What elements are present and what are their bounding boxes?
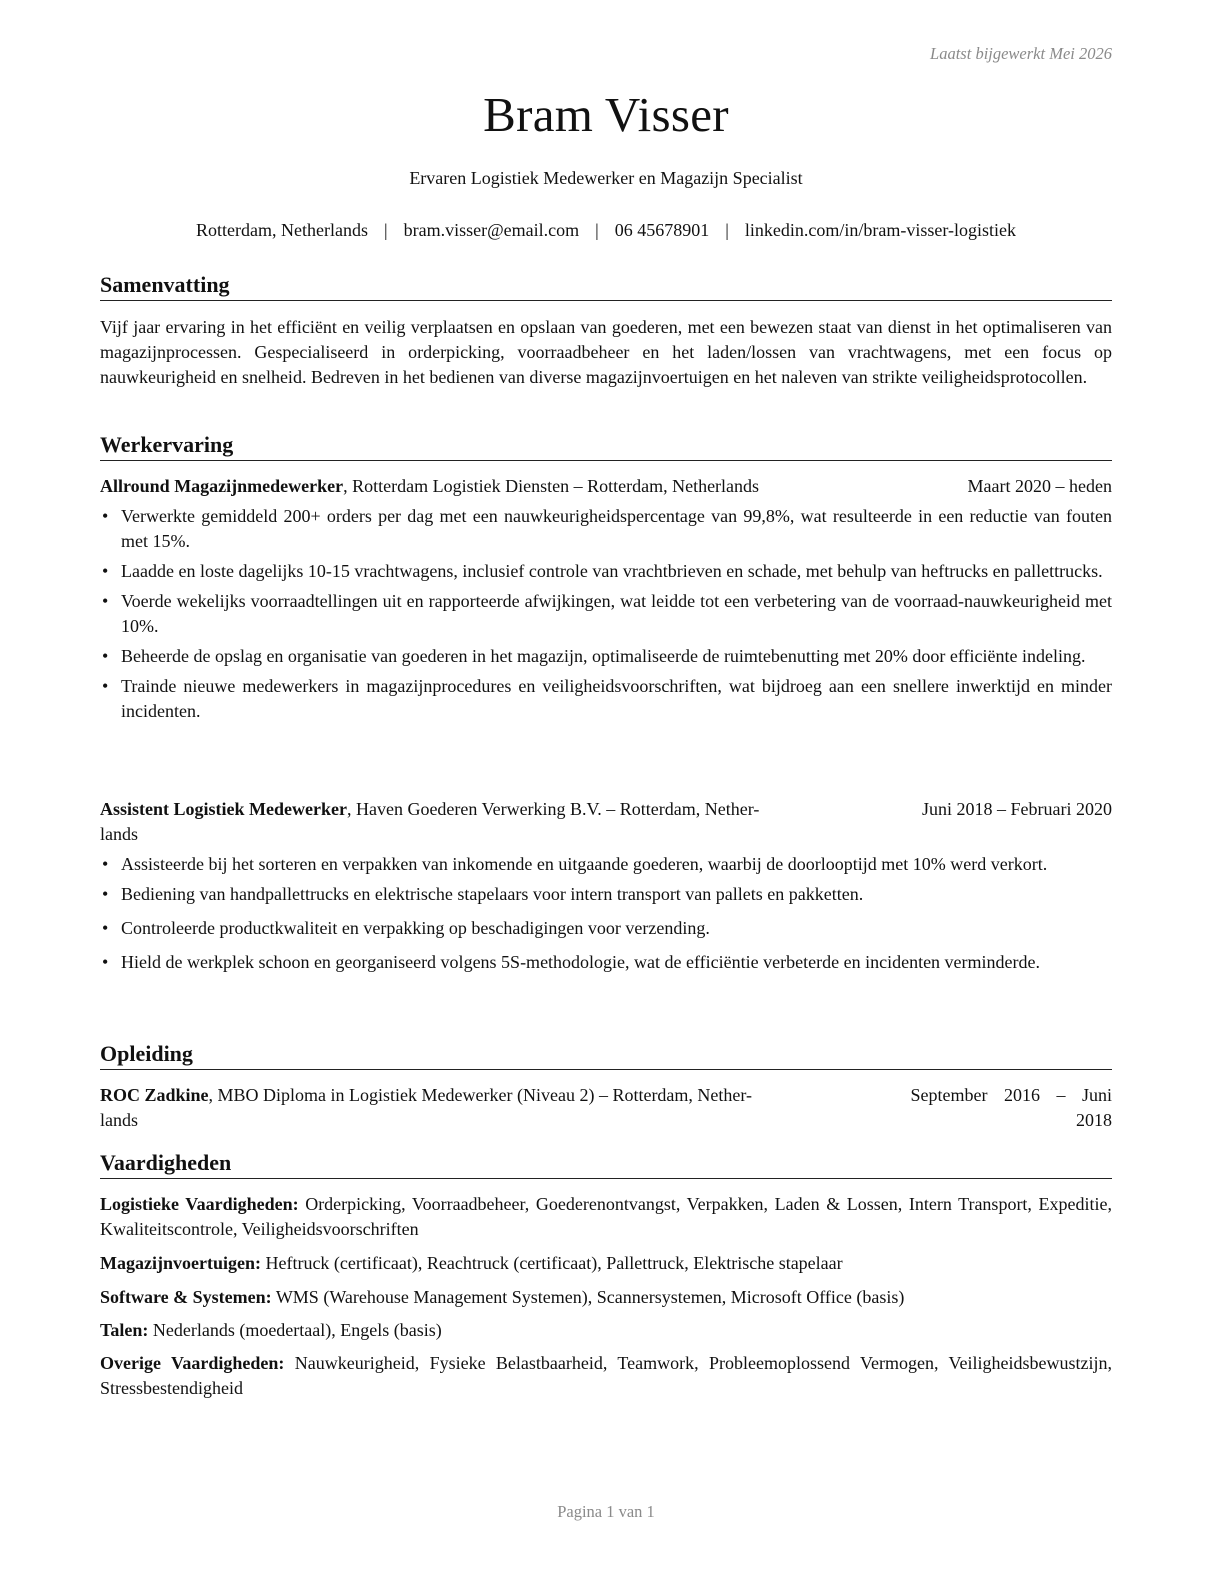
list-item: • Laadde en loste dagelijks 10-15 vrachtwagens, inclusief controle van vrachtbrieven en schade, met behulp van heftrucks en pallettrucks. bbox=[100, 559, 1112, 584]
skill-value: Nauwkeurigheid, Fysieke Belastbaarheid, Teamwork, Probleemoplossend Vermogen, Veiligheidsbewustzijn, Stressbestendigheid bbox=[100, 1353, 1113, 1398]
job-title-line bbox=[100, 797, 759, 822]
job-title-line bbox=[100, 474, 759, 499]
contact-phone: 06 45678901 bbox=[614, 220, 710, 240]
skill-label: Software & Systemen: bbox=[100, 1287, 272, 1307]
job-dates: Maart 2020 – heden bbox=[967, 476, 1112, 496]
contact-line bbox=[100, 220, 1112, 241]
skill-row bbox=[100, 1351, 1112, 1401]
list-item: • Bediening van handpallettrucks en elektrische stapelaars voor intern transport van pallets en pakketten. bbox=[100, 882, 1112, 907]
skill-label: Logistieke Vaardigheden: bbox=[100, 1194, 299, 1214]
job-role: Assistent Logistiek Medewerker bbox=[100, 799, 347, 819]
school-name: ROC Zadkine bbox=[100, 1085, 209, 1105]
summary-text: Vijf jaar ervaring in het efficiënt en veilig verplaatsen en opslaan van goederen, met een bewezen staat van dienst in het optimaliseren van magazijnprocessen. Gespecialiseerd in orderpicking, voorraadbeheer en het laden/lossen van vrachtwagens, met een focus op nauwkeurigheid en snelheid. Bedreven in het bedienen van diverse magazijnvoertuigen en het naleven van strikte veiligheidsprotocollen. bbox=[100, 317, 1112, 387]
job-company: , Haven Goederen Verwerking B.V. – Rotterdam, Nether- bbox=[346, 799, 760, 819]
contact-email[interactable]: bram.visser@email.com bbox=[403, 220, 580, 240]
section-title-skills: Vaardigheden bbox=[100, 1149, 1112, 1179]
job-role: Allround Magazijnmedewerker bbox=[100, 476, 344, 496]
skill-value: Nederlands (moedertaal), Engels (basis) bbox=[148, 1320, 442, 1340]
list-item: • Voerde wekelijks voorraadtellingen uit en rapporteerde afwijkingen, wat leidde tot een verbetering van de voorraad-nauwkeurigheid met 10%. bbox=[100, 589, 1112, 639]
list-item: • Verwerkte gemiddeld 200+ orders per dag met een nauwkeurigheidspercentage van 99,8%, wat resulteerde in een reductie van fouten met 15%. bbox=[100, 504, 1112, 554]
list-item: • Assisteerde bij het sorteren en verpakken van inkomende en uitgaande goederen, waarbij de doorlooptijd met 10% werd verkort. bbox=[100, 852, 1112, 877]
skill-value: WMS (Warehouse Management Systemen), Scannersystemen, Microsoft Office (basis) bbox=[271, 1287, 905, 1307]
section-title-summary: Samenvatting bbox=[100, 271, 1112, 301]
contact-linkedin[interactable]: linkedin.com/in/bram-visser-logistiek bbox=[744, 220, 1016, 240]
resume-page bbox=[100, 0, 1112, 1584]
job-company: , Rotterdam Logistiek Diensten – Rotterdam, Netherlands bbox=[343, 476, 760, 496]
job-bullets bbox=[100, 852, 1112, 980]
education-dates-continued: 2018 bbox=[1076, 1110, 1112, 1130]
list-item: • Controleerde productkwaliteit en verpakking op beschadigingen voor verzending. bbox=[100, 916, 1112, 941]
candidate-headline: Ervaren Logistiek Medewerker en Magazijn Specialist bbox=[409, 168, 803, 188]
education-line bbox=[100, 1083, 752, 1108]
education-dates: September 2016 – Juni bbox=[910, 1085, 1112, 1105]
skill-row bbox=[100, 1192, 1112, 1242]
skill-label: Magazijnvoertuigen: bbox=[100, 1253, 261, 1273]
skill-row bbox=[100, 1285, 1112, 1310]
job-dates: Juni 2018 – Februari 2020 bbox=[922, 799, 1112, 819]
page-number: Pagina 1 van 1 bbox=[557, 1502, 655, 1521]
separator: | bbox=[725, 220, 729, 240]
section-title-experience: Werkervaring bbox=[100, 431, 1112, 461]
education-detail-continued: lands bbox=[100, 1110, 138, 1130]
skill-value: Orderpicking, Voorraadbeheer, Goederenontvangst, Verpakken, Laden & Lossen, Intern Transport, Expeditie, Kwaliteitscontrole, Veiligheidsvoorschriften bbox=[100, 1194, 1112, 1239]
list-item: • Hield de werkplek schoon en georganiseerd volgens 5S-methodologie, wat de efficiëntie verbeterde en incidenten verminderde. bbox=[100, 950, 1112, 975]
education-entry bbox=[100, 1083, 1112, 1133]
education-detail: , MBO Diploma in Logistiek Medewerker (Niveau 2) – Rotterdam, Nether- bbox=[208, 1085, 753, 1105]
separator: | bbox=[595, 220, 599, 240]
skill-value: Heftruck (certificaat), Reachtruck (certificaat), Pallettruck, Elektrische stapelaar bbox=[260, 1253, 843, 1273]
list-item: • Trainde nieuwe medewerkers in magazijnprocedures en veiligheidsvoorschriften, wat bijdroeg aan een snellere inwerktijd en minder incidenten. bbox=[100, 674, 1112, 724]
job-company-continued: lands bbox=[100, 824, 138, 844]
section-title-education: Opleiding bbox=[100, 1040, 1112, 1070]
job-bullets bbox=[100, 504, 1112, 729]
separator: | bbox=[384, 220, 388, 240]
skill-label: Overige Vaardigheden: bbox=[100, 1353, 285, 1373]
contact-location: Rotterdam, Netherlands bbox=[196, 220, 368, 240]
candidate-name: Bram Visser bbox=[483, 87, 729, 142]
last-updated: Laatst bijgewerkt Mei 2026 bbox=[930, 44, 1112, 63]
list-item: • Beheerde de opslag en organisatie van goederen in het magazijn, optimaliseerde de ruimtebenutting met 20% door efficiënte indeling. bbox=[100, 644, 1112, 669]
skill-row bbox=[100, 1318, 1112, 1343]
job-header bbox=[100, 797, 1112, 847]
skill-label: Talen: bbox=[100, 1320, 149, 1340]
skill-row bbox=[100, 1251, 1112, 1276]
